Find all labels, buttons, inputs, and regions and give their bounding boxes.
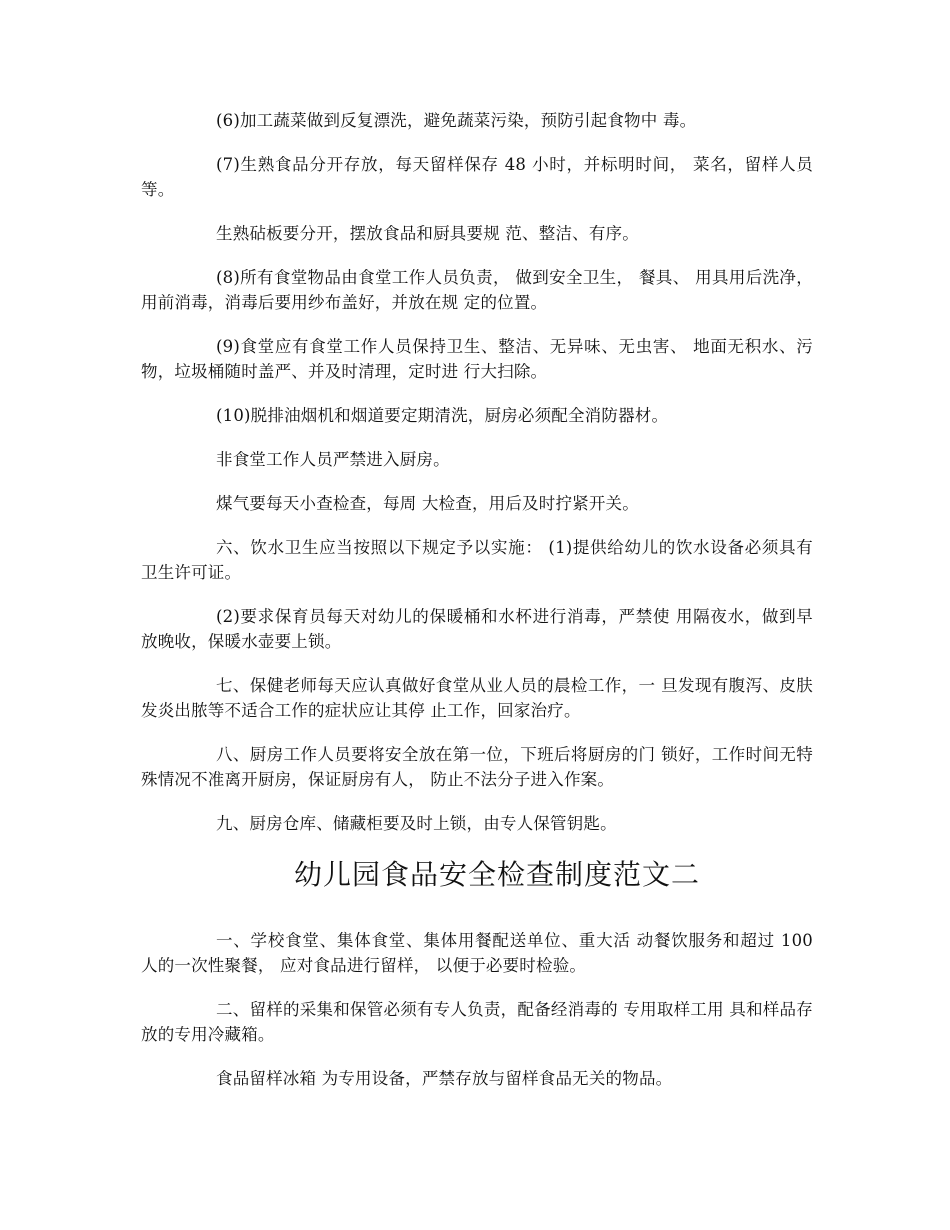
paragraph: 二、留样的采集和保管必须有专人负责，配备经消毒的 专用取样工用 具和样品存放的专用冷藏箱。 [141, 1000, 813, 1044]
paragraph: 食品留样冰箱 为专用设备，严禁存放与留样食品无关的物品。 [216, 1069, 673, 1088]
paragraph: (7)生熟食品分开存放，每天留样保存 48 小时，并标明时间， 菜名，留样人员等。 [141, 155, 813, 199]
document-body [141, 108, 813, 1110]
paragraph: (9)食堂应有食堂工作人员保持卫生、整洁、无异味、无虫害、 地面无积水、污物，垃圾桶随时盖严、并及时清理，定时进 行大扫除。 [141, 337, 813, 381]
paragraph: 一、学校食堂、集体食堂、集体用餐配送单位、重大活 动餐饮服务和超过 100 人的一次性聚餐， 应对食品进行留样， 以便于必要时检验。 [141, 931, 813, 975]
paragraph: 煤气要每天小查检查，每周 大检查，用后及时拧紧开关。 [216, 494, 639, 513]
paragraph: 八、厨房工作人员要将安全放在第一位，下班后将厨房的门 锁好，工作时间无特殊情况不准离开厨房，保证厨房有人， 防止不法分子进入作案。 [141, 745, 813, 789]
paragraph: (6)加工蔬菜做到反复漂洗，避免蔬菜污染，预防引起食物中 毒。 [216, 111, 697, 130]
paragraph: 非食堂工作人员严禁进入厨房。 [216, 450, 450, 469]
paragraph: (10)脱排油烟机和烟道要定期清洗，厨房必须配全消防器材。 [216, 406, 669, 425]
paragraph: 生熟砧板要分开，摆放食品和厨具要规 范、整洁、有序。 [216, 224, 639, 243]
paragraph: 七、保健老师每天应认真做好食堂从业人员的晨检工作，一 旦发现有腹泻、皮肤发炎出脓等不适合工作的症状应让其停 止工作，回家治疗。 [141, 676, 813, 720]
paragraph: (2)要求保育员每天对幼儿的保暖桶和水杯进行消毒，严禁使 用隔夜水，做到早放晚收，保暖水壶要上锁。 [141, 607, 813, 651]
section-heading: 幼儿园食品安全检查制度范文二 [293, 858, 700, 891]
paragraph: 六、饮水卫生应当按照以下规定予以实施： (1)提供给幼儿的饮水设备必须具有卫生许可证。 [141, 538, 813, 582]
paragraph: 九、厨房仓库、储藏柜要及时上锁，由专人保管钥匙。 [216, 814, 617, 833]
paragraph: (8)所有食堂物品由食堂工作人员负责， 做到安全卫生， 餐具、 用具用后洗净，用前消毒，消毒后要用纱布盖好，并放在规 定的位置。 [141, 268, 813, 312]
